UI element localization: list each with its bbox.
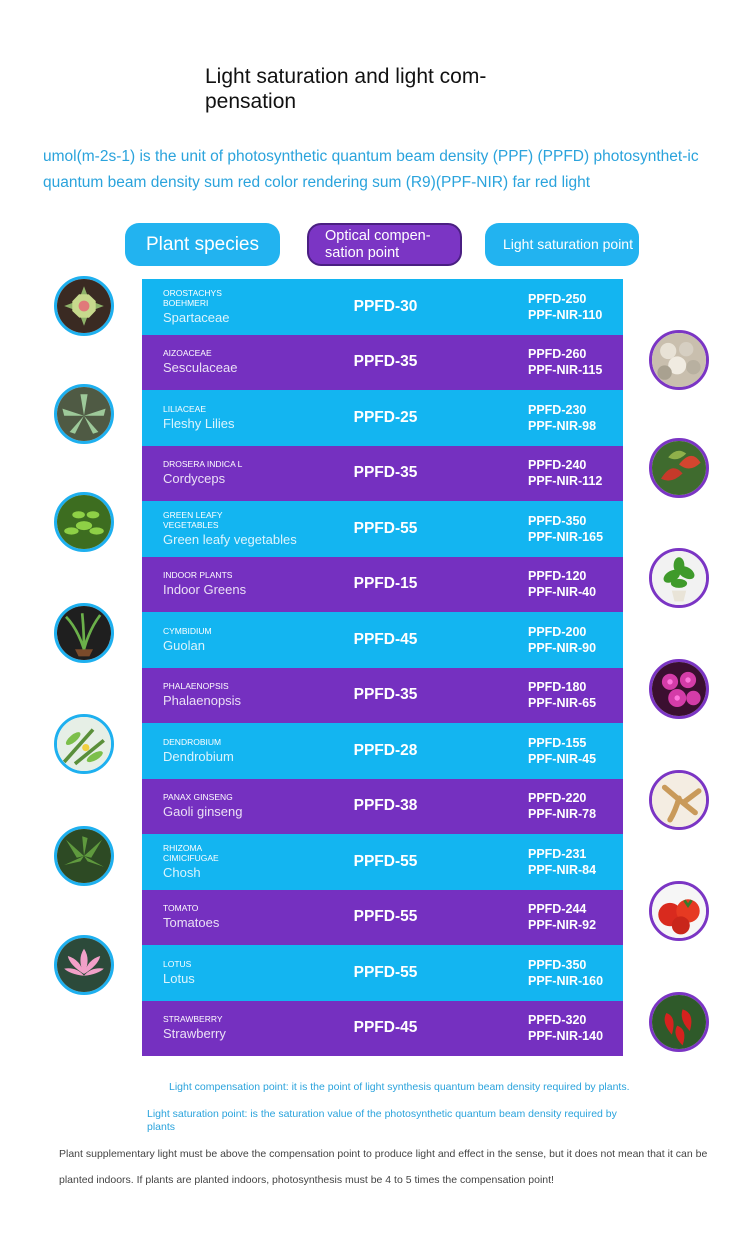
species-cell <box>163 890 219 946</box>
species-common-name: Indoor Greens <box>163 582 247 598</box>
phalaenopsis-photo-icon <box>649 659 709 719</box>
species-common-name: Green leafy vegetables <box>163 531 297 547</box>
compensation-value: PPFD-35 <box>353 464 418 482</box>
cymbidium-photo-icon <box>54 603 114 663</box>
saturation-ppf-nir: PPF-NIR-110 <box>528 307 603 322</box>
species-cell <box>163 1001 226 1057</box>
saturation-ppfd: PPFD-120 <box>528 569 587 584</box>
page-title: Light saturation and light com- pensation <box>205 65 487 113</box>
saturation-cell <box>528 890 596 946</box>
saturation-ppfd: PPFD-155 <box>528 735 587 750</box>
saturation-ppfd: PPFD-200 <box>528 624 587 639</box>
saturation-ppf-nir: PPF-NIR-84 <box>528 862 597 877</box>
saturation-ppf-nir: PPF-NIR-98 <box>528 418 597 433</box>
compensation-value: PPFD-45 <box>353 630 418 648</box>
saturation-cell <box>528 390 596 446</box>
intro-text: umol(m-2s-1) is the unit of photosynthetic quantum beam density (PPF) (PPFD) photosynthet-ic quantum beam density sum red color rendering sum (R9)(PPF-NIR) far red light <box>43 148 699 191</box>
fleshy-lily-photo-icon <box>54 384 114 444</box>
saturation-cell <box>528 834 596 890</box>
species-scientific-name: GREEN LEAFY VEGETABLES <box>163 509 223 530</box>
species-scientific-name: STRAWBERRY <box>163 1014 223 1025</box>
species-cell <box>163 723 234 779</box>
venus-flytrap-photo-icon <box>649 438 709 498</box>
species-cell <box>163 834 258 890</box>
compensation-value: PPFD-55 <box>353 963 418 981</box>
saturation-ppfd: PPFD-244 <box>528 902 587 917</box>
compensation-value: PPFD-55 <box>353 908 418 926</box>
species-cell <box>163 668 241 724</box>
header-compensation-point: Optical compen-sation point <box>307 223 462 266</box>
saturation-ppf-nir: PPF-NIR-160 <box>528 973 604 988</box>
species-cell <box>163 279 258 335</box>
saturation-ppf-nir: PPF-NIR-92 <box>528 918 597 933</box>
header-saturation-point: Light saturation point <box>485 223 639 266</box>
saturation-ppf-nir: PPF-NIR-140 <box>528 1029 604 1044</box>
compensation-value: PPFD-55 <box>353 852 418 870</box>
species-scientific-name: PHALAENOPSIS <box>163 681 229 692</box>
saturation-ppfd: PPFD-240 <box>528 458 587 473</box>
saturation-ppfd: PPFD-260 <box>528 347 587 362</box>
species-scientific-name: CYMBIDIUM <box>163 625 212 636</box>
header-plant-species: Plant species <box>125 223 280 266</box>
table-row <box>142 779 623 835</box>
species-scientific-name: DENDROBIUM <box>163 736 222 747</box>
saturation-ppfd: PPFD-350 <box>528 513 587 528</box>
species-common-name: Dendrobium <box>163 748 234 764</box>
table-row <box>142 557 623 613</box>
species-common-name: Phalaenopsis <box>163 693 242 709</box>
saturation-cell <box>528 1001 603 1057</box>
species-common-name: Guolan <box>163 637 205 653</box>
saturation-ppf-nir: PPF-NIR-165 <box>528 529 604 544</box>
species-cell <box>163 779 243 835</box>
species-scientific-name: RHIZOMA CIMICIFUGAE <box>163 842 219 863</box>
indoor-plant-photo-icon <box>649 548 709 608</box>
table-row <box>142 501 623 557</box>
tomato-photo-icon <box>649 881 709 941</box>
table-row <box>142 390 623 446</box>
species-common-name: Strawberry <box>163 1026 226 1042</box>
compensation-value: PPFD-15 <box>353 575 418 593</box>
compensation-value: PPFD-28 <box>353 741 418 759</box>
saturation-ppf-nir: PPF-NIR-90 <box>528 640 597 655</box>
saturation-cell <box>528 668 596 724</box>
saturation-cell <box>528 446 602 502</box>
leafy-vegetables-photo-icon <box>54 492 114 552</box>
species-common-name: Chosh <box>163 864 201 880</box>
saturation-ppfd: PPFD-220 <box>528 791 587 806</box>
strawberry-photo-icon <box>649 992 709 1052</box>
species-scientific-name: LOTUS <box>163 958 192 969</box>
species-scientific-name: TOMATO <box>163 903 199 914</box>
species-common-name: Sesculaceae <box>163 360 238 376</box>
species-cell <box>163 335 237 391</box>
species-common-name: Spartaceae <box>163 309 230 325</box>
species-common-name: Gaoli ginseng <box>163 804 243 820</box>
saturation-cell <box>528 279 602 335</box>
saturation-cell <box>528 612 596 668</box>
species-common-name: Lotus <box>163 970 195 986</box>
saturation-cell <box>528 557 596 613</box>
compensation-value: PPFD-45 <box>353 1019 418 1037</box>
saturation-ppfd: PPFD-180 <box>528 680 587 695</box>
table-row <box>142 890 623 946</box>
saturation-cell <box>528 779 596 835</box>
compensation-value: PPFD-25 <box>353 408 418 426</box>
species-common-name: Tomatoes <box>163 915 220 931</box>
table-row <box>142 834 623 890</box>
table-row <box>142 668 623 724</box>
saturation-ppfd: PPFD-250 <box>528 291 587 306</box>
species-cell <box>163 446 242 502</box>
saturation-ppf-nir: PPF-NIR-115 <box>528 363 603 378</box>
species-common-name: Fleshy Lilies <box>163 415 235 431</box>
saturation-cell <box>528 945 603 1001</box>
saturation-ppfd: PPFD-231 <box>528 846 587 861</box>
note-compensation: Light compensation point: it is the point of light synthesis quantum beam density required by plants. <box>169 1081 630 1093</box>
saturation-cell <box>528 723 596 779</box>
saturation-ppf-nir: PPF-NIR-78 <box>528 807 597 822</box>
saturation-cell <box>528 335 602 391</box>
saturation-ppfd: PPFD-350 <box>528 957 587 972</box>
succulent-photo-icon <box>54 276 114 336</box>
species-cell <box>163 557 246 613</box>
table-row <box>142 612 623 668</box>
table-row <box>142 446 623 502</box>
dendrobium-photo-icon <box>54 714 114 774</box>
compensation-value: PPFD-38 <box>353 797 418 815</box>
species-scientific-name: INDOOR PLANTS <box>163 570 233 581</box>
saturation-ppf-nir: PPF-NIR-45 <box>528 751 597 766</box>
species-cell <box>163 612 212 668</box>
plant-light-table <box>142 279 623 1056</box>
compensation-value: PPFD-55 <box>353 519 418 537</box>
species-scientific-name: PANAX GINSENG <box>163 792 233 803</box>
living-stones-photo-icon <box>649 330 709 390</box>
species-scientific-name: DROSERA INDICA L <box>163 459 243 470</box>
ginseng-photo-icon <box>649 770 709 830</box>
species-cell <box>163 501 297 557</box>
species-cell <box>163 390 235 446</box>
saturation-ppf-nir: PPF-NIR-65 <box>528 696 597 711</box>
species-common-name: Cordyceps <box>163 471 226 487</box>
species-cell <box>163 945 195 1001</box>
saturation-ppfd: PPFD-230 <box>528 402 587 417</box>
saturation-ppf-nir: PPF-NIR-40 <box>528 585 597 600</box>
compensation-value: PPFD-35 <box>353 686 418 704</box>
note-saturation: Light saturation point: is the saturation value of the photosynthetic quantum beam density required by plants <box>147 1108 617 1133</box>
compensation-value: PPFD-35 <box>353 353 418 371</box>
saturation-ppf-nir: PPF-NIR-112 <box>528 474 603 489</box>
species-scientific-name: AIZOACEAE <box>163 348 212 359</box>
table-row <box>142 279 623 335</box>
species-scientific-name: LILIACEAE <box>163 403 206 414</box>
saturation-cell <box>528 501 603 557</box>
table-row <box>142 335 623 391</box>
table-row <box>142 723 623 779</box>
table-row <box>142 1001 623 1057</box>
compensation-value: PPFD-30 <box>353 297 418 315</box>
table-row <box>142 945 623 1001</box>
lotus-photo-icon <box>54 935 114 995</box>
cimicifuga-photo-icon <box>54 826 114 886</box>
species-scientific-name: OROSTACHYS BOEHMERI <box>163 287 222 308</box>
saturation-ppfd: PPFD-320 <box>528 1013 587 1028</box>
note-supplementary: Plant supplementary light must be above the compensation point to produce light and effect in the sense, but it does not mean that it can be planted indoors. If plants are planted indoors, photosynthesis must be 4 to 5 times the compensation point! <box>59 1148 708 1186</box>
